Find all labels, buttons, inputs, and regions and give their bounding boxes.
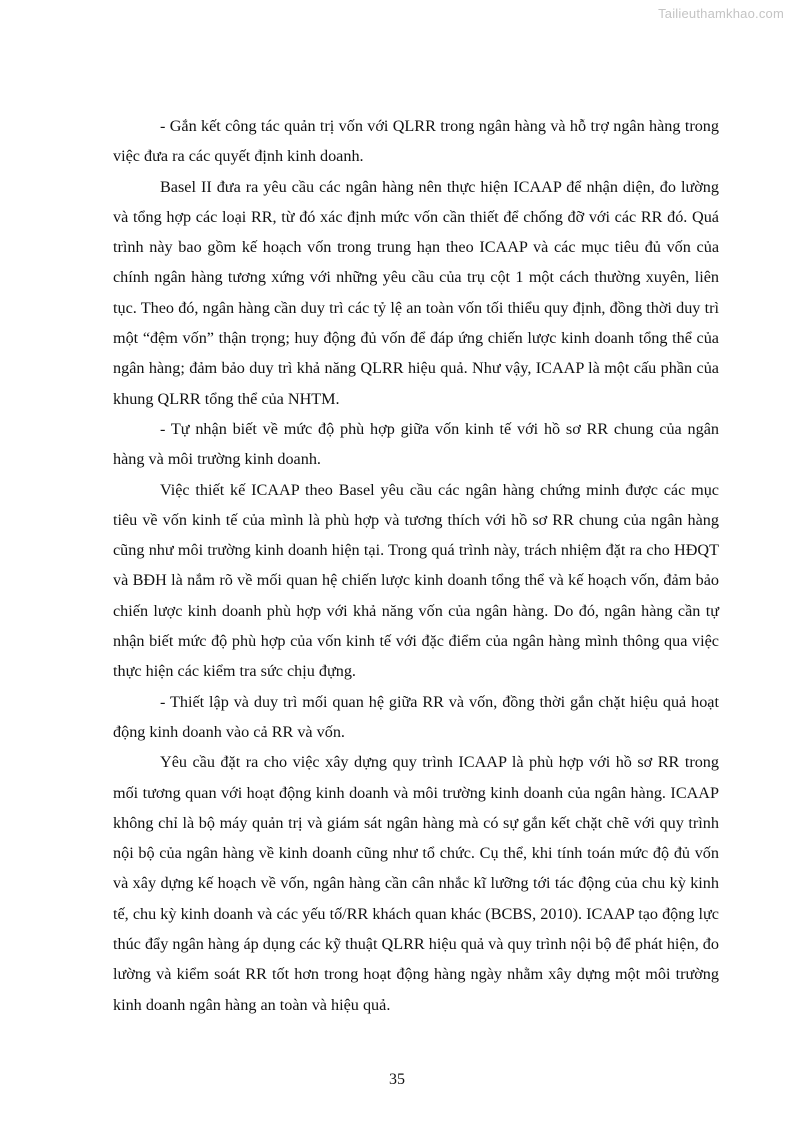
page-number: 35 — [389, 1071, 405, 1088]
paragraph-icaap-design: Việc thiết kế ICAAP theo Basel yêu cầu các ngân hàng chứng minh được các mục tiêu về vốn kinh tế của mình là phù hợp và tương thích với hồ sơ RR chung của ngân hàng cũng như môi trường kinh doanh hiện tại. Trong quá trình này, trách nhiệm đặt ra cho HĐQT và BĐH là nắm rõ về mối quan hệ chiến lược kinh doanh tổng thể và kế hoạch vốn, đảm bảo chiến lược kinh doanh phù hợp với khả năng vốn của ngân hàng. Do đó, ngân hàng cần tự nhận biết mức độ phù hợp của vốn kinh tế với đặc điểm của ngân hàng mình thông qua việc thực hiện các kiểm tra sức chịu đựng. — [113, 480, 719, 681]
document-body — [113, 111, 719, 1020]
paragraph-capital-management: - Gắn kết công tác quản trị vốn với QLRR trong ngân hàng và hỗ trợ ngân hàng trong việc đưa ra các quyết định kinh doanh. — [113, 117, 719, 166]
paragraph-self-assessment: - Tự nhận biết về mức độ phù hợp giữa vốn kinh tế với hồ sơ RR chung của ngân hàng và môi trường kinh doanh. — [113, 419, 719, 469]
paragraph-basel-ii-icaap: Basel II đưa ra yêu cầu các ngân hàng nên thực hiện ICAAP để nhận diện, đo lường và tổng hợp các loại RR, từ đó xác định mức vốn cần thiết để chống đỡ với các RR đó. Quá trình này bao gồm kế hoạch vốn trong trung hạn theo ICAAP và các mục tiêu đủ vốn của chính ngân hàng tương xứng với những yêu cầu của trụ cột 1 một cách thường xuyên, liên tục. Theo đó, ngân hàng cần duy trì các tỷ lệ an toàn vốn tối thiểu quy định, đồng thời duy trì một “đệm vốn” thận trọng; huy động đủ vốn để đáp ứng chiến lược kinh doanh tổng thể của ngân hàng; đảm bảo duy trì khả năng QLRR hiệu quả. Như vậy, ICAAP là một cấu phần của khung QLRR tổng thể của NHTM. — [113, 177, 719, 408]
paragraph-icaap-requirements: Yêu cầu đặt ra cho việc xây dựng quy trình ICAAP là phù hợp với hồ sơ RR trong mối tương quan với hoạt động kinh doanh và môi trường kinh doanh của ngân hàng. ICAAP không chỉ là bộ máy quản trị và giám sát ngân hàng mà có sự gắn kết chặt chẽ với quy trình nội bộ của ngân hàng về kinh doanh cũng như tổ chức. Cụ thể, khi tính toán mức độ đủ vốn và xây dựng kế hoạch về vốn, ngân hàng cần cân nhắc kĩ lưỡng tới tác động của chu kỳ kinh tế, chu kỳ kinh doanh và các yếu tố/RR khách quan khác (BCBS, 2010). ICAAP tạo động lực thúc đẩy ngân hàng áp dụng các kỹ thuật QLRR hiệu quả và quy trình nội bộ để phát hiện, đo lường và kiểm soát RR tốt hơn trong hoạt động hàng ngày nhằm xây dựng một môi trường kinh doanh ngân hàng an toàn và hiệu quả. — [113, 753, 719, 1014]
watermark: Tailieuthamkhao.com — [658, 6, 784, 21]
paragraph-risk-capital-link: - Thiết lập và duy trì mối quan hệ giữa RR và vốn, đồng thời gắn chặt hiệu quả hoạt động kinh doanh vào cả RR và vốn. — [113, 692, 719, 741]
